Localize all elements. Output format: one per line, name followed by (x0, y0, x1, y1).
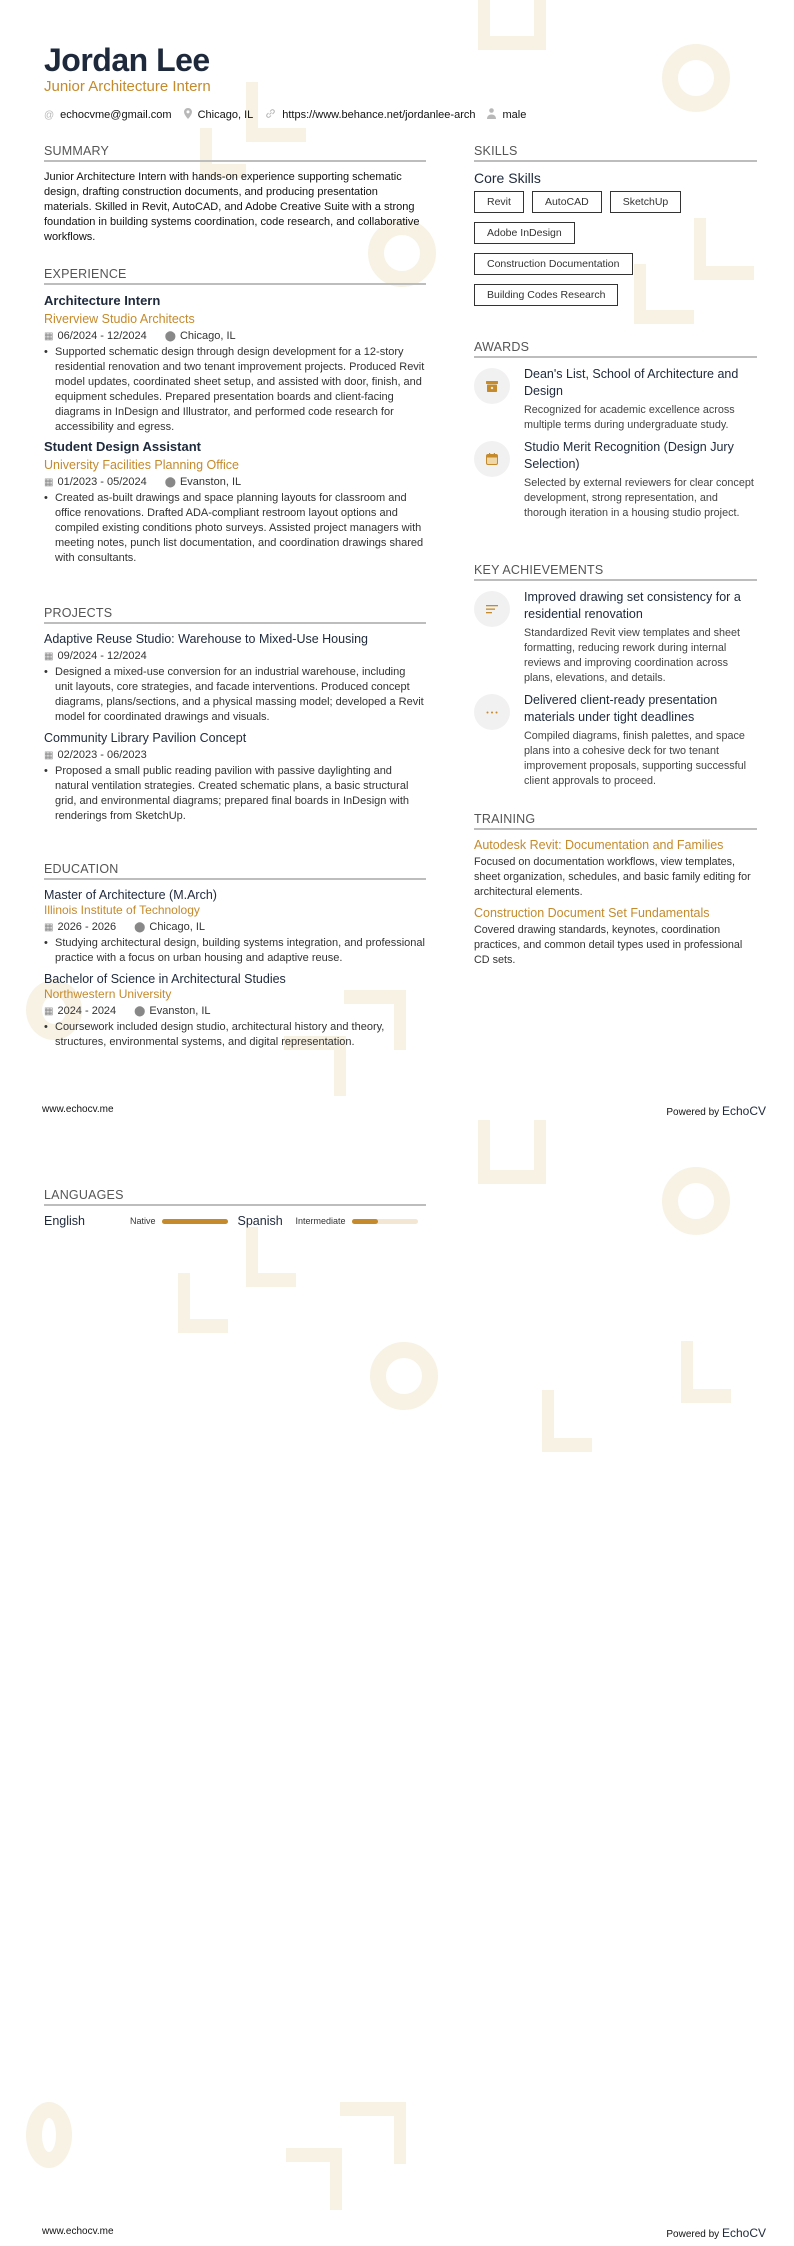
experience-item (44, 439, 426, 566)
degree-title: Master of Architecture (M.Arch) (44, 888, 217, 902)
page-footer (0, 2226, 794, 2240)
company-name: Riverview Studio Architects (44, 312, 195, 326)
job-dates: 06/2024 - 12/2024 (57, 330, 147, 342)
training-section (474, 812, 757, 968)
contact-location: Chicago, IL (184, 108, 254, 122)
experience-section (44, 267, 426, 566)
location-pin-icon: ⬤ (164, 477, 176, 488)
language-proficiency-bar (352, 1219, 418, 1224)
lines-icon (474, 591, 510, 627)
education-item (44, 972, 426, 1050)
decor-shape (340, 2102, 406, 2164)
decor-shape (286, 2148, 342, 2210)
skill-group-title: Core Skills (474, 170, 541, 186)
school-name: Illinois Institute of Technology (44, 903, 200, 917)
job-bullet: • Created as-built drawings and space planning layouts for classroom and office renovations. Drafted ADA-compliant restroom layout options and compiled existing conditions photo surveys. Assisted project managers with meeting notes, punch list documentation, and coordination drawings shared with consultants. (44, 491, 426, 566)
project-title: Community Library Pavilion Concept (44, 731, 247, 745)
page-footer (0, 1104, 794, 1118)
achievement-item (474, 589, 757, 686)
summary-section (44, 144, 426, 245)
education-item (44, 888, 426, 966)
archive-box-icon (474, 368, 510, 404)
achievements-section (474, 563, 757, 789)
decor-ring (662, 1167, 730, 1235)
edu-location: Chicago, IL (149, 921, 206, 933)
training-desc: Covered drawing standards, keynotes, coordination practices, and common detail types used in professional CD sets. (474, 924, 743, 966)
job-bullet: • Supported schematic design through design development for a 12-story residential renovation and two tenant improvement projects. Produced Revit model updates, coordinated sheet setup, and assisted with door, finish, and equipment schedules. Prepared presentation boards and client-facing diagrams in InDesign and Illustrator, and performed code research for accessibility and egress. (44, 345, 426, 435)
skill-chip: SketchUp (610, 191, 682, 213)
contact-website[interactable]: https://www.behance.net/jordanlee-arch (265, 108, 475, 122)
calendar-icon: ▦ (44, 651, 54, 662)
candidate-name: Jordan Lee (44, 42, 210, 78)
award-item (474, 366, 757, 433)
contact-gender: male (487, 108, 526, 122)
language-name: English (44, 1214, 85, 1228)
edu-dates: 2024 - 2024 (57, 1005, 117, 1017)
degree-title: Bachelor of Science in Architectural Studies (44, 972, 286, 986)
location-pin-icon: ⬤ (164, 331, 176, 342)
project-item (44, 731, 426, 824)
calendar-icon: ▦ (44, 477, 54, 488)
award-title: Studio Merit Recognition (Design Jury Selection) (524, 440, 734, 471)
section-heading: EXPERIENCE (44, 267, 426, 285)
job-location: Evanston, IL (179, 476, 242, 488)
section-heading: SUMMARY (44, 144, 426, 162)
section-heading: KEY ACHIEVEMENTS (474, 563, 757, 581)
decor-shape (478, 1120, 546, 1184)
footer-site-link[interactable]: www.echocv.me (42, 2226, 114, 2237)
language-name: Spanish (237, 1214, 283, 1228)
decor-shape (681, 1341, 731, 1403)
calendar-icon: ▦ (44, 331, 54, 342)
language-proficiency-fill (352, 1219, 378, 1224)
achievement-desc: Compiled diagrams, finish palettes, and space plans into a cohesive deck for two tenant improvement proposals, supporting successful client approvals to proceed. (524, 730, 747, 787)
calendar-icon: ▦ (44, 750, 54, 761)
edu-location: Evanston, IL (149, 1005, 211, 1017)
skill-chips (474, 191, 714, 306)
candidate-title: Junior Architecture Intern (44, 78, 211, 95)
project-dates: 02/2023 - 06/2023 (57, 749, 147, 761)
section-heading: TRAINING (474, 812, 757, 830)
footer-powered: Powered by EchoCV (666, 2226, 766, 2240)
job-dates: 01/2023 - 05/2024 (57, 476, 147, 488)
location-pin-icon: ⬤ (134, 922, 146, 933)
decor-ring (662, 44, 730, 112)
company-name: University Facilities Planning Office (44, 458, 239, 472)
footer-site-link[interactable]: www.echocv.me (42, 1104, 114, 1115)
projects-section (44, 606, 426, 824)
skills-section (474, 144, 757, 306)
achievement-desc: Standardized Revit view templates and sheet formatting, reducing rework during internal reviews and improving coordination across plans, elevations, and details. (524, 627, 741, 684)
decor-ring (370, 1342, 438, 1410)
skill-chip: Adobe InDesign (474, 222, 575, 244)
location-pin-icon: ⬤ (134, 1006, 146, 1017)
training-title: Autodesk Revit: Documentation and Families (474, 838, 724, 852)
languages-row (44, 1214, 426, 1228)
section-heading: LANGUAGES (44, 1188, 426, 1206)
awards-section (474, 340, 757, 521)
award-title: Dean's List, School of Architecture and Design (524, 367, 739, 398)
job-title: Student Design Assistant (44, 439, 201, 454)
job-location: Chicago, IL (179, 330, 236, 342)
achievement-item (474, 692, 757, 789)
decor-shape (478, 0, 546, 50)
link-icon (265, 108, 276, 122)
language-level: Native (130, 1216, 156, 1226)
edu-bullet: • Coursework included design studio, architectural history and theory, structures, environmental systems, and digital representation. (44, 1020, 426, 1050)
footer-powered: Powered by EchoCV (666, 1104, 766, 1118)
section-heading: EDUCATION (44, 862, 426, 880)
project-bullet: • Proposed a small public reading pavilion with passive daylighting and natural ventilation strategies. Created schematic plans, a basic structural grid, and environmental diagrams; prepared final boards in InDesign with renderings from SketchUp. (44, 764, 426, 824)
project-bullet: • Designed a mixed-use conversion for an industrial warehouse, including unit layouts, core strategies, and facade interventions. Produced concept diagrams, plans/sections, and a physical massing model; developed a Revit model for coordinated drawings and visuals. (44, 665, 426, 725)
skill-chip: AutoCAD (532, 191, 602, 213)
award-desc: Selected by external reviewers for clear concept development, strong representation, and thorough iteration in a housing studio project. (524, 477, 754, 519)
section-heading: SKILLS (474, 144, 757, 162)
contact-bar (44, 108, 526, 122)
calendar-icon (474, 441, 510, 477)
training-item (474, 838, 757, 900)
ellipsis-icon (474, 694, 510, 730)
education-section (44, 862, 426, 1050)
school-name: Northwestern University (44, 987, 172, 1001)
training-title: Construction Document Set Fundamentals (474, 906, 710, 920)
decor-shape (246, 1227, 296, 1287)
section-heading: PROJECTS (44, 606, 426, 624)
person-icon (487, 108, 496, 122)
edu-dates: 2026 - 2026 (57, 921, 117, 933)
skill-chip: Revit (474, 191, 524, 213)
training-desc: Focused on documentation workflows, view templates, sheet organization, schedules, and basic family editing for architectural elements. (474, 856, 751, 898)
award-item (474, 439, 757, 521)
calendar-icon: ▦ (44, 1006, 54, 1017)
footer-brand[interactable]: EchoCV (721, 2226, 766, 2240)
decor-shape (542, 1390, 592, 1452)
edu-bullet: • Studying architectural design, building systems integration, and professional practice with a focus on urban housing and adaptive reuse. (44, 936, 426, 966)
skill-chip: Building Codes Research (474, 284, 618, 306)
at-icon: @ (44, 109, 55, 121)
training-item (474, 906, 757, 968)
languages-section (44, 1188, 426, 1228)
summary-text: Junior Architecture Intern with hands-on experience supporting schematic design, drafting construction documents, and producing presentation materials. Skilled in Revit, AutoCAD, and Adobe Creative Suite with a strong foundation in building systems coordination, code research, and collaborative workflows. (44, 171, 420, 243)
location-pin-icon (184, 108, 192, 122)
decor-ring (26, 2102, 72, 2168)
project-dates: 09/2024 - 12/2024 (57, 650, 147, 662)
calendar-icon: ▦ (44, 922, 54, 933)
decor-shape (178, 1273, 228, 1333)
section-heading: AWARDS (474, 340, 757, 358)
language-proficiency-fill (162, 1219, 228, 1224)
achievement-title: Improved drawing set consistency for a residential renovation (524, 590, 741, 621)
skill-chip: Construction Documentation (474, 253, 633, 275)
job-title: Architecture Intern (44, 293, 161, 308)
language-level: Intermediate (295, 1216, 346, 1226)
language-proficiency-bar (162, 1219, 228, 1224)
project-title: Adaptive Reuse Studio: Warehouse to Mixed-Use Housing (44, 632, 369, 646)
project-item (44, 632, 426, 725)
achievement-title: Delivered client-ready presentation materials under tight deadlines (524, 693, 718, 724)
contact-email[interactable]: @ echocvme@gmail.com (44, 109, 172, 121)
experience-item (44, 293, 426, 435)
footer-brand[interactable]: EchoCV (721, 1104, 766, 1118)
award-desc: Recognized for academic excellence across multiple terms during undergraduate study. (524, 404, 735, 431)
